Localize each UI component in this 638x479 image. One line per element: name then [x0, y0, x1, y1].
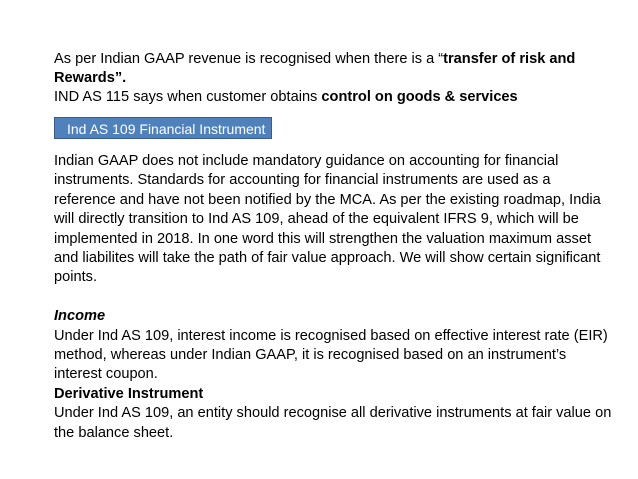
revenue-gaap-line	[54, 50, 614, 88]
intro-block	[54, 50, 614, 107]
revenue-gaap-text: As per Indian GAAP revenue is recognised when there is a “	[54, 51, 444, 67]
ind-as-115-line	[54, 88, 614, 107]
derivative-heading: Derivative Instrument	[54, 385, 204, 402]
derivative-paragraph: Under Ind AS 109, an entity should recognise all derivative instruments at fair value on the balance sheet.	[54, 405, 612, 441]
transfer-of-risk-emphasis: transfer of risk and Rewards”.	[54, 51, 576, 86]
control-emphasis: control on goods & services	[321, 89, 518, 105]
section-banner: Ind AS 109 Financial Instrument	[54, 117, 272, 139]
paragraph-spacer	[54, 288, 614, 307]
overview-paragraph: Indian GAAP does not include mandatory guidance on accounting for financial instruments. Standards for accounting for financial instruments are used as a reference and have not been notified by the MCA. As per the existing roadmap, India will directly transition to Ind AS 109, ahead of the equivalent IFRS 9, which will be implemented in 2018. In one word this will strengthen the valuation maximum asset and liabilites will take the path of fair value approach. We will show certain significant points.	[54, 153, 601, 286]
ind-as-115-text: IND AS 115 says when customer obtains	[54, 89, 322, 105]
income-heading: Income	[54, 308, 106, 325]
body-text	[54, 152, 614, 443]
income-paragraph: Under Ind AS 109, interest income is recognised based on effective interest rate (EIR) method, whereas under Indian GAAP, it is recognised based on an instrument’s interest coupon.	[54, 327, 608, 383]
